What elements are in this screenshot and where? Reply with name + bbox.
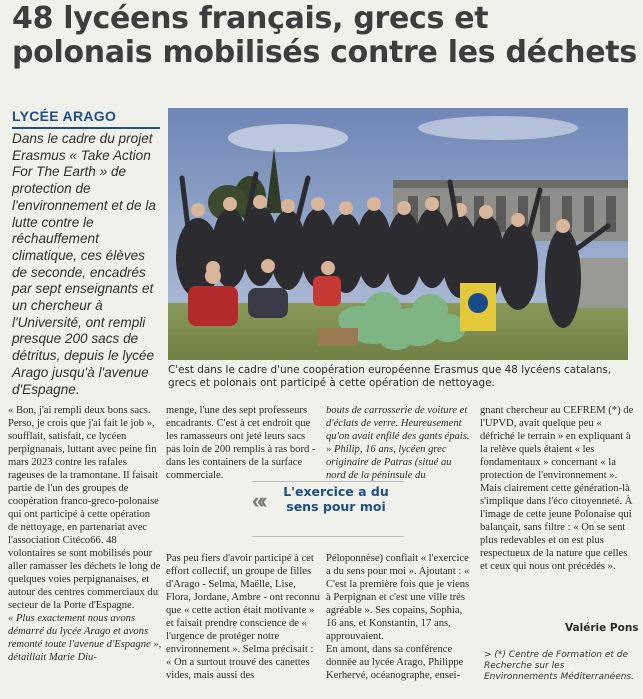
article-column-2-top	[166, 404, 320, 482]
column-2-paragraph-1: menge, l'une des sept professeurs encadrants. C'est à cet endroit que les ramasseurs ont jeté leurs sacs pas loin de 200 remplis à ras bord - dans les containers de la surface commerciale.	[166, 405, 316, 481]
article-lead: Dans le cadre du projet Erasmus « Take Action For The Earth » de protection de l'environnement et de la lutte contre le réchauffement climatique, ces élèves de seconde, encadrés par sept enseignants et un chercheur à l'Université, ont rempli presque 200 sacs de détritus, depuis le lycée Arago jusqu'à l'avenue d'Espagne.	[12, 131, 156, 397]
rubric-underline	[12, 127, 160, 129]
footnote: > (*) Centre de Formation et de Recherche sur les Environnements Méditerranéens.	[484, 650, 634, 682]
section-rubric: LYCÉE ARAGO	[12, 108, 117, 124]
column-3-paragraph-2: Péloponnèse) confiait « l'exercice a du sens pour moi ». Ajoutant : « C'est la première fois que je viens à Perpignan et c'est une ville très agréable ». Ses copains, Sophia, 16 ans, et Konstantin, 17 ans, approuvaient.	[326, 553, 470, 642]
article-column-3-bottom	[326, 552, 472, 682]
column-1-paragraph-1: « Bon, j'ai rempli deux bons sacs. Perso, je crois que j'ai fait le job », soufflait, satisfait, ce lycéen perpignanais, luttant avec peine fin mars 2023 contre les rafales rageuses de la tramontane. Il faisait partie de l'un des groupes de coopération franco-greco-polonaise qui ont participé à cette opération de nettoyage, en partenariat avec l'association Citéco66. 48 volontaires se sont mobilisés pour aller ramasser les déchets le long de quelques voies perpignanaises, et autour des centres commerciaux du secteur de la Porte d'Espagne.	[8, 405, 161, 611]
article-column-2-bottom	[166, 552, 320, 682]
article-column-4	[480, 404, 634, 573]
column-4-paragraph-1: gnant chercheur au CEFREM (*) de l'UPVD, avait quelque peu « défriché le terrain » en expliquant à la relève quels étaient « les fondamentaux » concernant « la protection de l'environnement ». Mais clairement cette génération-là s'implique dans l'éco citoyenneté. À l'image de cette jeune Polonaise qui balançait, sans filtre : « On se sent plus redevables et on est plus respectueux de la nature que celles et ceux qui nous ont précédés ».	[480, 405, 634, 572]
group-photo-illustration	[168, 108, 628, 360]
column-1-paragraph-2: « Plus exactement nous avons démarré du lycée Arago et avons remonté toute l'avenue d'Espagne », détaillait Marie Diu-	[8, 613, 162, 663]
author-byline: Valérie Pons	[565, 622, 639, 634]
pull-quote: L'exercice a du sens pour moi	[283, 484, 389, 514]
column-2-paragraph-2: Pas peu fiers d'avoir participé à cet effort collectif, un groupe de filles d'Arago - Selma, Maëlle, Lise, Flora, Jordane, Ambre - ont reconnu que « cette action était motivante » et faisait prendre conscience de « l'urgence de protéger notre environnement ». Selma précisait : « On a surtout trouvé des canettes vides, mais aussi des	[166, 553, 320, 681]
headline: 48 lycéens français, grecs et polonais mobilisés contre les déchets	[12, 1, 637, 70]
pull-quote-arrows-icon: «‹	[252, 488, 264, 513]
column-3-paragraph-1: bouts de carrosserie de voiture et d'éclats de verre. Heureusement qu'on avait enfilé des gants épais. » Philip, 16 ans, lycéen grec originaire de Patras (situé au nord de la péninsule du	[326, 405, 470, 481]
article-column-3-top	[326, 404, 472, 482]
article-column-1	[8, 404, 162, 664]
group-photo	[168, 108, 628, 360]
pull-quote-rule-bottom	[252, 536, 404, 537]
photo-caption: C'est dans le cadre d'une coopération européenne Erasmus que 48 lycéens catalans, grecs et polonais ont participé à cette opération de nettoyage.	[168, 364, 612, 389]
column-3-paragraph-3: En amont, dans sa conférence donnée au lycée Arago, Philippe Kerhervé, océanographe, ensei-	[326, 644, 464, 681]
